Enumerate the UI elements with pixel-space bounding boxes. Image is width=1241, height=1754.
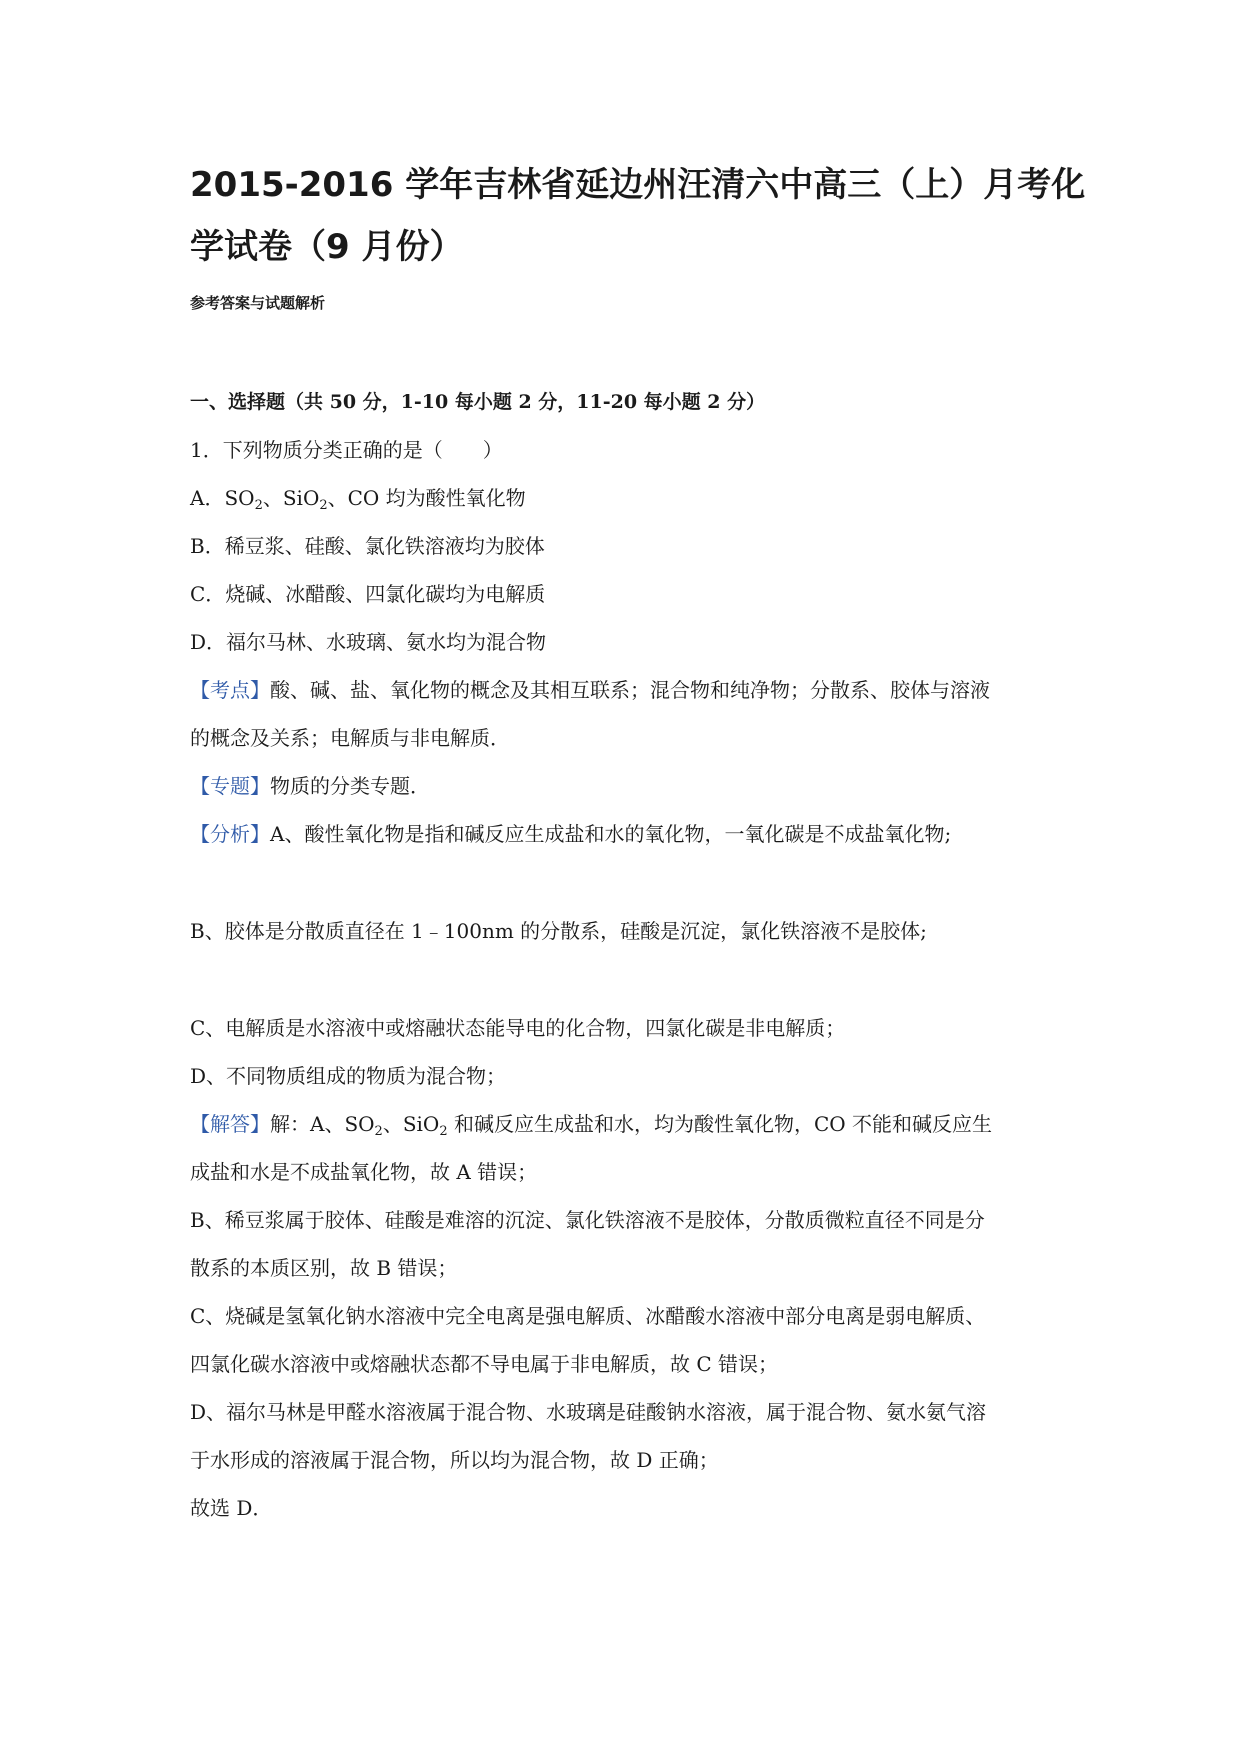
option-label: A． xyxy=(190,486,225,510)
option-b xyxy=(190,533,545,559)
zhuanti-tag: 【专题】 xyxy=(190,774,270,798)
jieda-line-b2: 散系的本质区别，故 B 错误； xyxy=(190,1256,458,1280)
option-a xyxy=(190,485,526,511)
jieda-text-part: 、SiO xyxy=(382,1112,440,1136)
option-c xyxy=(190,581,545,607)
fenxi-tag: 【分析】 xyxy=(190,822,270,846)
fenxi-line-d: D、不同物质组成的物质为混合物； xyxy=(190,1064,507,1088)
jieda-line-c2: 四氯化碳水溶液中或熔融状态都不导电属于非电解质，故 C 错误； xyxy=(190,1352,779,1376)
option-text-part: SO xyxy=(224,486,255,510)
option-label: C． xyxy=(190,582,226,606)
kaodian-text: 酸、碱、盐、氧化物的概念及其相互联系；混合物和纯净物；分散系、胶体与溶液 xyxy=(270,678,990,702)
kaodian-tag: 【考点】 xyxy=(190,678,270,702)
jieda-tag: 【解答】 xyxy=(190,1112,270,1136)
jieda-line-d2: 于水形成的溶液属于混合物，所以均为混合物，故 D 正确； xyxy=(190,1448,719,1472)
conclusion-line: 故选 D． xyxy=(190,1496,273,1520)
option-text-part: 、SiO xyxy=(262,486,320,510)
jieda-line-a2: 成盐和水是不成盐氧化物，故 A 错误； xyxy=(190,1160,538,1184)
option-label: B． xyxy=(190,534,225,558)
option-text: 烧碱、冰醋酸、四氯化碳均为电解质 xyxy=(225,582,546,606)
jieda-line-d1: D、福尔马林是甲醛水溶液属于混合物、水玻璃是硅酸钠水溶液，属于混合物、氨水氨气溶 xyxy=(190,1400,987,1424)
fenxi-line-c: C、电解质是水溶液中或熔融状态能导电的化合物，四氯化碳是非电解质； xyxy=(190,1016,846,1040)
kaodian-line-1 xyxy=(190,677,990,703)
fenxi-line-a xyxy=(190,821,951,847)
jieda-text-part: 解：A、SO xyxy=(270,1112,375,1136)
option-text-part: 、CO 均为酸性氧化物 xyxy=(327,486,526,510)
jieda-text-part: 和碱反应生成盐和水，均为酸性氧化物，CO 不能和碱反应生 xyxy=(447,1112,993,1136)
jieda-line-b1: B、稀豆浆属于胶体、硅酸是难溶的沉淀、氯化铁溶液不是胶体，分散质微粒直径不同是分 xyxy=(190,1208,985,1232)
document-title-line-1: 2015-2016 学年吉林省延边州汪清六中高三（上）月考化 xyxy=(190,165,1086,205)
zhuanti-text: 物质的分类专题． xyxy=(270,774,430,798)
option-label: D． xyxy=(190,630,227,654)
fenxi-text: A、酸性氧化物是指和碱反应生成盐和水的氧化物，一氧化碳是不成盐氧化物; xyxy=(270,822,952,846)
zhuanti-line xyxy=(190,773,430,799)
subscript: 2 xyxy=(319,498,328,513)
subscript: 2 xyxy=(254,498,263,513)
jieda-line-c1: C、烧碱是氢氧化钠水溶液中完全电离是强电解质、冰醋酸水溶液中部分电离是弱电解质、 xyxy=(190,1304,986,1328)
jieda-line-a1 xyxy=(190,1111,992,1137)
kaodian-line-2: 的概念及关系；电解质与非电解质． xyxy=(190,726,510,750)
option-text: 福尔马林、水玻璃、氨水均为混合物 xyxy=(226,630,547,654)
fenxi-line-b: B、胶体是分散质直径在 1﹣100nm 的分散系，硅酸是沉淀，氯化铁溶液不是胶体; xyxy=(190,919,927,943)
subscript: 2 xyxy=(374,1124,383,1139)
option-d xyxy=(190,629,546,655)
section-heading: 一、选择题（共 50 分，1-10 每小题 2 分，11-20 每小题 2 分） xyxy=(190,391,766,413)
document-subtitle: 参考答案与试题解析 xyxy=(190,294,326,312)
subscript: 2 xyxy=(439,1124,448,1139)
option-text: 稀豆浆、硅酸、氯化铁溶液均为胶体 xyxy=(224,534,545,558)
document-title-line-2: 学试卷（9 月份） xyxy=(190,227,464,267)
question-stem: 1．下列物质分类正确的是（ ） xyxy=(190,438,503,462)
